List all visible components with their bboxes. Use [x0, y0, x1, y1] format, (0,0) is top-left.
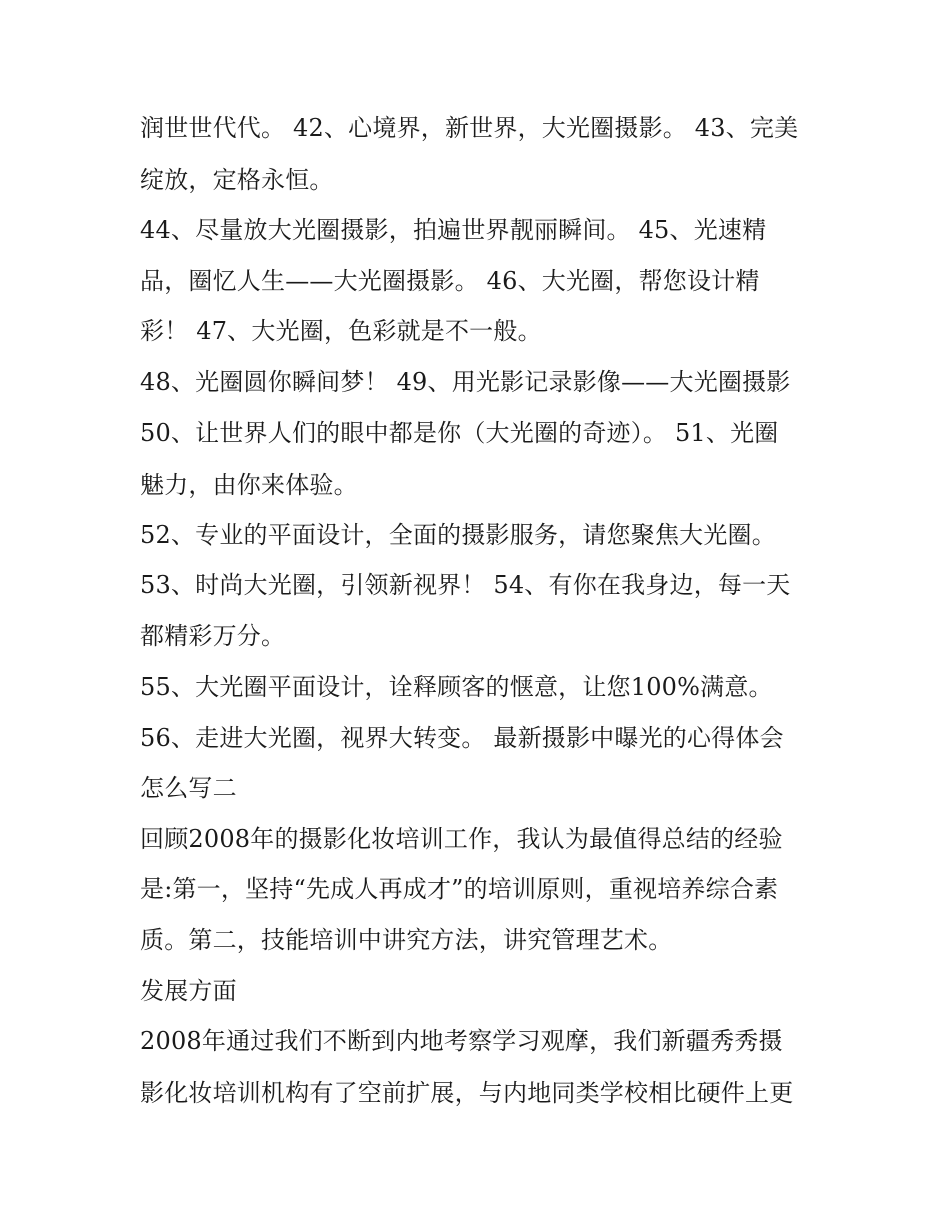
text-line: 53、时尚大光圈，引领新视界！ 54、有你在我身边，每一天 — [140, 571, 791, 599]
text-line: 55、大光圈平面设计，诠释顾客的惬意，让您100%满意。 — [140, 673, 773, 701]
text-line: 彩！ 47、大光圈，色彩就是不一般。 — [140, 317, 542, 345]
text-line: 2008年通过我们不断到内地考察学习观摩，我们新疆秀秀摄 — [140, 1027, 783, 1055]
text-line: 绽放，定格永恒。 — [140, 166, 334, 194]
text-line: 都精彩万分。 — [140, 622, 286, 650]
text-line: 影化妆培训机构有了空前扩展，与内地同类学校相比硬件上更 — [140, 1079, 794, 1107]
text-line: 质。第二，技能培训中讲究方法，讲究管理艺术。 — [140, 926, 673, 954]
text-line: 50、让世界人们的眼中都是你（大光圈的奇迹）。 51、光圈 — [140, 419, 779, 447]
text-line: 润世世代代。 42、心境界，新世界，大光圈摄影。 43、完美 — [140, 114, 799, 142]
text-line: 52、专业的平面设计，全面的摄影服务，请您聚焦大光圈。 — [140, 521, 776, 549]
text-line: 回顾2008年的摄影化妆培训工作，我认为最值得总结的经验 — [140, 825, 783, 853]
text-line: 是:第一，坚持“先成人再成才”的培训原则，重视培养综合素 — [140, 875, 779, 903]
text-line: 44、尽量放大光圈摄影，拍遍世界靓丽瞬间。 45、光速精 — [140, 216, 767, 244]
text-line: 魅力，由你来体验。 — [140, 471, 358, 499]
text-line: 48、光圈圆你瞬间梦！ 49、用光影记录影像——大光圈摄影 — [140, 368, 791, 396]
text-line: 怎么写二 — [140, 774, 237, 802]
section-heading: 发展方面 — [140, 977, 237, 1005]
text-line: 品，圈忆人生——大光圈摄影。 46、大光圈，帮您设计精 — [140, 267, 760, 295]
text-line: 56、走进大光圈，视界大转变。 最新摄影中曝光的心得体会 — [140, 724, 784, 752]
